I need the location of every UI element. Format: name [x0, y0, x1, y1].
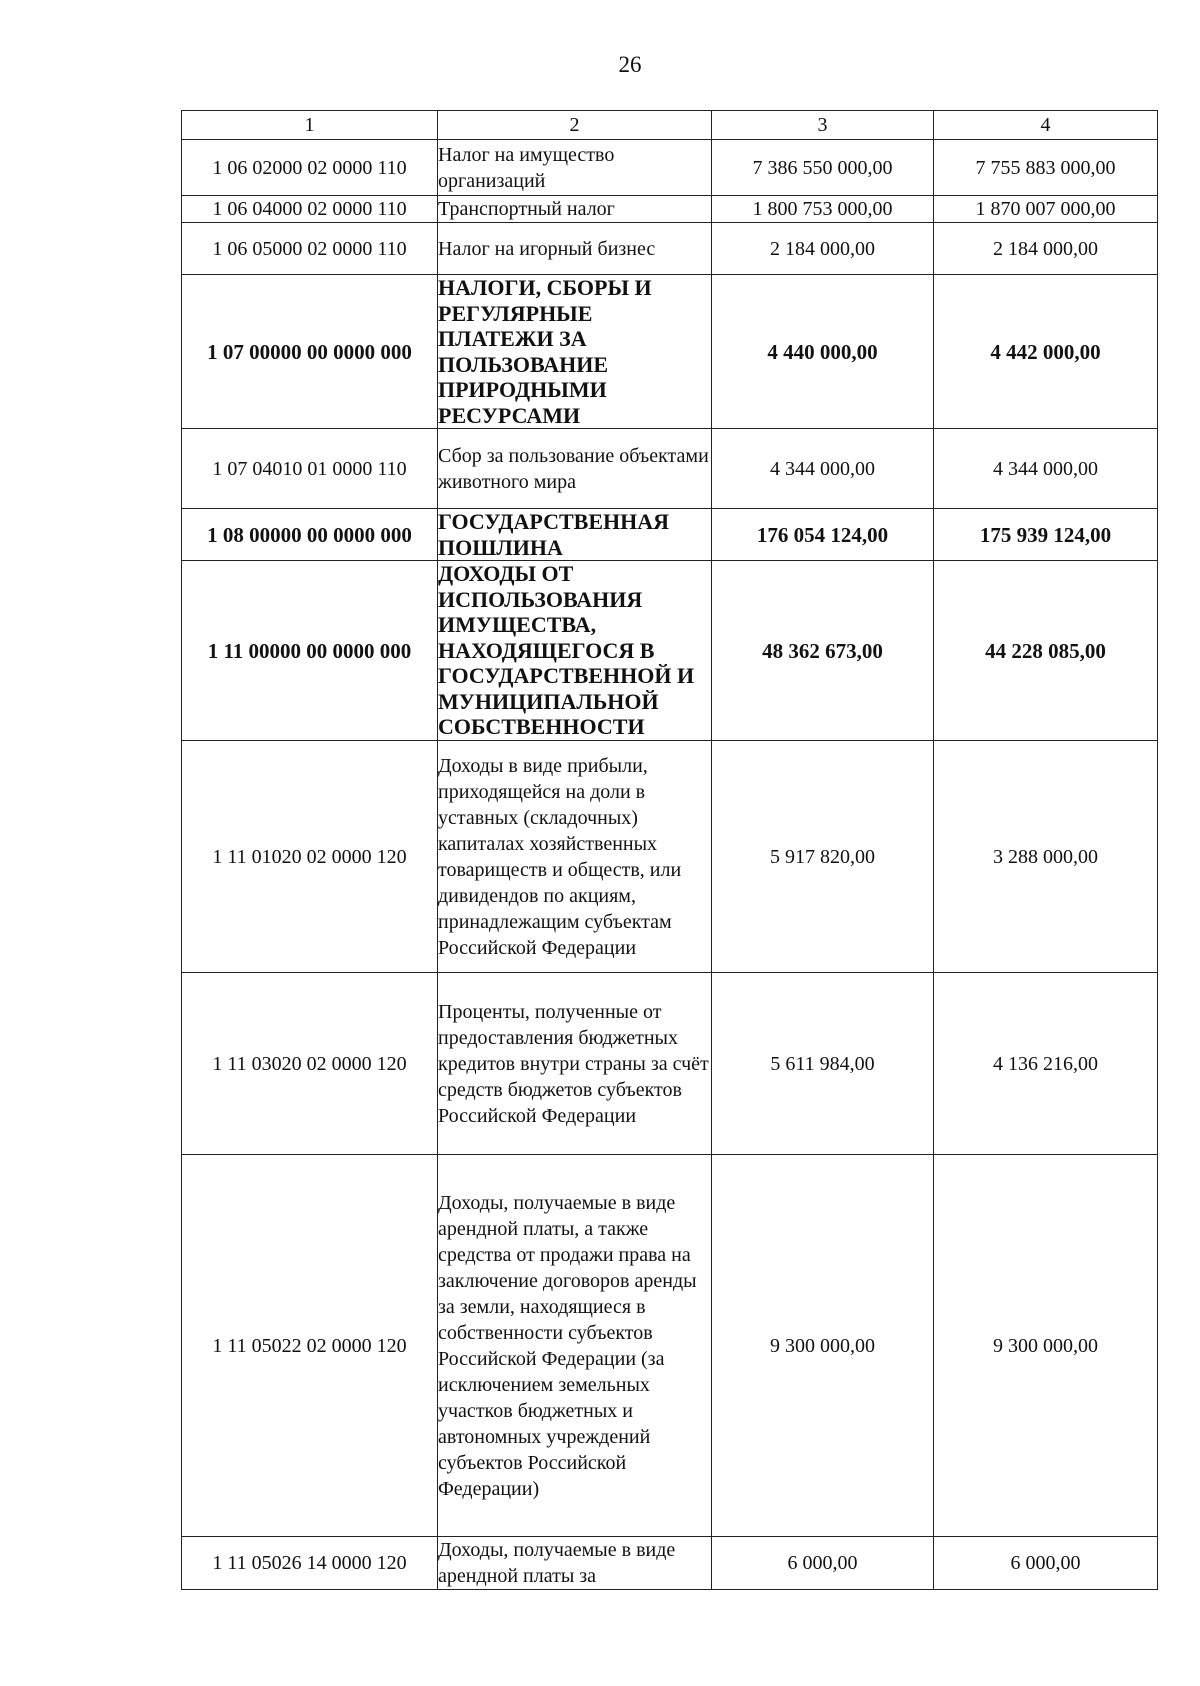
budget-code-cell: 1 11 00000 00 0000 000: [182, 561, 438, 741]
amount-col3-cell: 9 300 000,00: [712, 1155, 934, 1537]
budget-code-cell: 1 07 00000 00 0000 000: [182, 275, 438, 429]
budget-code-cell: 1 07 04010 01 0000 110: [182, 429, 438, 509]
column-header: 3: [712, 111, 934, 140]
column-header: 4: [934, 111, 1158, 140]
table-row: [182, 561, 1158, 741]
budget-code-cell: 1 06 05000 02 0000 110: [182, 223, 438, 275]
amount-col3-cell: 7 386 550 000,00: [712, 140, 934, 196]
table-row: [182, 1155, 1158, 1537]
column-header: 2: [438, 111, 712, 140]
budget-code-cell: 1 11 05026 14 0000 120: [182, 1537, 438, 1590]
revenue-name-cell: ДОХОДЫ ОТ ИСПОЛЬЗОВАНИЯ ИМУЩЕСТВА, НАХОДЯЩЕГОСЯ В ГОСУДАРСТВЕННОЙ И МУНИЦИПАЛЬНОЙ СОБСТВЕННОСТИ: [438, 561, 712, 741]
amount-col4-cell: 4 344 000,00: [934, 429, 1158, 509]
amount-col3-cell: 4 344 000,00: [712, 429, 934, 509]
amount-col3-cell: 4 440 000,00: [712, 275, 934, 429]
amount-col3-cell: 1 800 753 000,00: [712, 196, 934, 223]
revenue-name-cell: Налог на игорный бизнес: [438, 223, 712, 275]
amount-col3-cell: 176 054 124,00: [712, 509, 934, 561]
revenue-name-cell: Налог на имущество организаций: [438, 140, 712, 196]
revenue-name-cell: ГОСУДАРСТВЕННАЯ ПОШЛИНА: [438, 509, 712, 561]
budget-code-cell: 1 06 02000 02 0000 110: [182, 140, 438, 196]
amount-col3-cell: 6 000,00: [712, 1537, 934, 1590]
amount-col3-cell: 48 362 673,00: [712, 561, 934, 741]
page-number: 26: [618, 52, 642, 77]
amount-col4-cell: 2 184 000,00: [934, 223, 1158, 275]
amount-col4-cell: 3 288 000,00: [934, 741, 1158, 973]
amount-col3-cell: 2 184 000,00: [712, 223, 934, 275]
revenue-name-cell: НАЛОГИ, СБОРЫ И РЕГУЛЯРНЫЕ ПЛАТЕЖИ ЗА ПОЛЬЗОВАНИЕ ПРИРОДНЫМИ РЕСУРСАМИ: [438, 275, 712, 429]
amount-col4-cell: 4 136 216,00: [934, 973, 1158, 1155]
amount-col4-cell: 6 000,00: [934, 1537, 1158, 1590]
column-header: 1: [182, 111, 438, 140]
revenue-name-cell: Проценты, полученные от предоставления бюджетных кредитов внутри страны за счёт средств бюджетов субъектов Российской Федерации: [438, 973, 712, 1155]
amount-col4-cell: 44 228 085,00: [934, 561, 1158, 741]
table-row: [182, 275, 1158, 429]
table-row: [182, 223, 1158, 275]
table-header-row: [182, 111, 1158, 140]
table-row: [182, 1537, 1158, 1590]
table-row: [182, 741, 1158, 973]
table-row: [182, 196, 1158, 223]
amount-col4-cell: 9 300 000,00: [934, 1155, 1158, 1537]
revenue-name-cell: Транспортный налог: [438, 196, 712, 223]
amount-col4-cell: 1 870 007 000,00: [934, 196, 1158, 223]
revenue-name-cell: Доходы, получаемые в виде арендной платы за: [438, 1537, 712, 1590]
revenue-table: [181, 110, 1158, 1590]
budget-code-cell: 1 11 01020 02 0000 120: [182, 741, 438, 973]
revenue-name-cell: Сбор за пользование объектами животного мира: [438, 429, 712, 509]
table-row: [182, 140, 1158, 196]
revenue-name-cell: Доходы в виде прибыли, приходящейся на доли в уставных (складочных) капиталах хозяйственных товариществ и обществ, или дивидендов по акциям, принадлежащим субъектам Российской Федерации: [438, 741, 712, 973]
budget-code-cell: 1 11 05022 02 0000 120: [182, 1155, 438, 1537]
table-row: [182, 973, 1158, 1155]
table-row: [182, 429, 1158, 509]
budget-code-cell: 1 11 03020 02 0000 120: [182, 973, 438, 1155]
budget-code-cell: 1 08 00000 00 0000 000: [182, 509, 438, 561]
amount-col3-cell: 5 611 984,00: [712, 973, 934, 1155]
amount-col4-cell: 4 442 000,00: [934, 275, 1158, 429]
amount-col4-cell: 175 939 124,00: [934, 509, 1158, 561]
revenue-name-cell: Доходы, получаемые в виде арендной платы, а также средства от продажи права на заключение договоров аренды за земли, находящиеся в собственности субъектов Российской Федерации (за исключением земельных участков бюджетных и автономных учреждений субъектов Российской Федерации): [438, 1155, 712, 1537]
amount-col4-cell: 7 755 883 000,00: [934, 140, 1158, 196]
budget-code-cell: 1 06 04000 02 0000 110: [182, 196, 438, 223]
amount-col3-cell: 5 917 820,00: [712, 741, 934, 973]
table-row: [182, 509, 1158, 561]
